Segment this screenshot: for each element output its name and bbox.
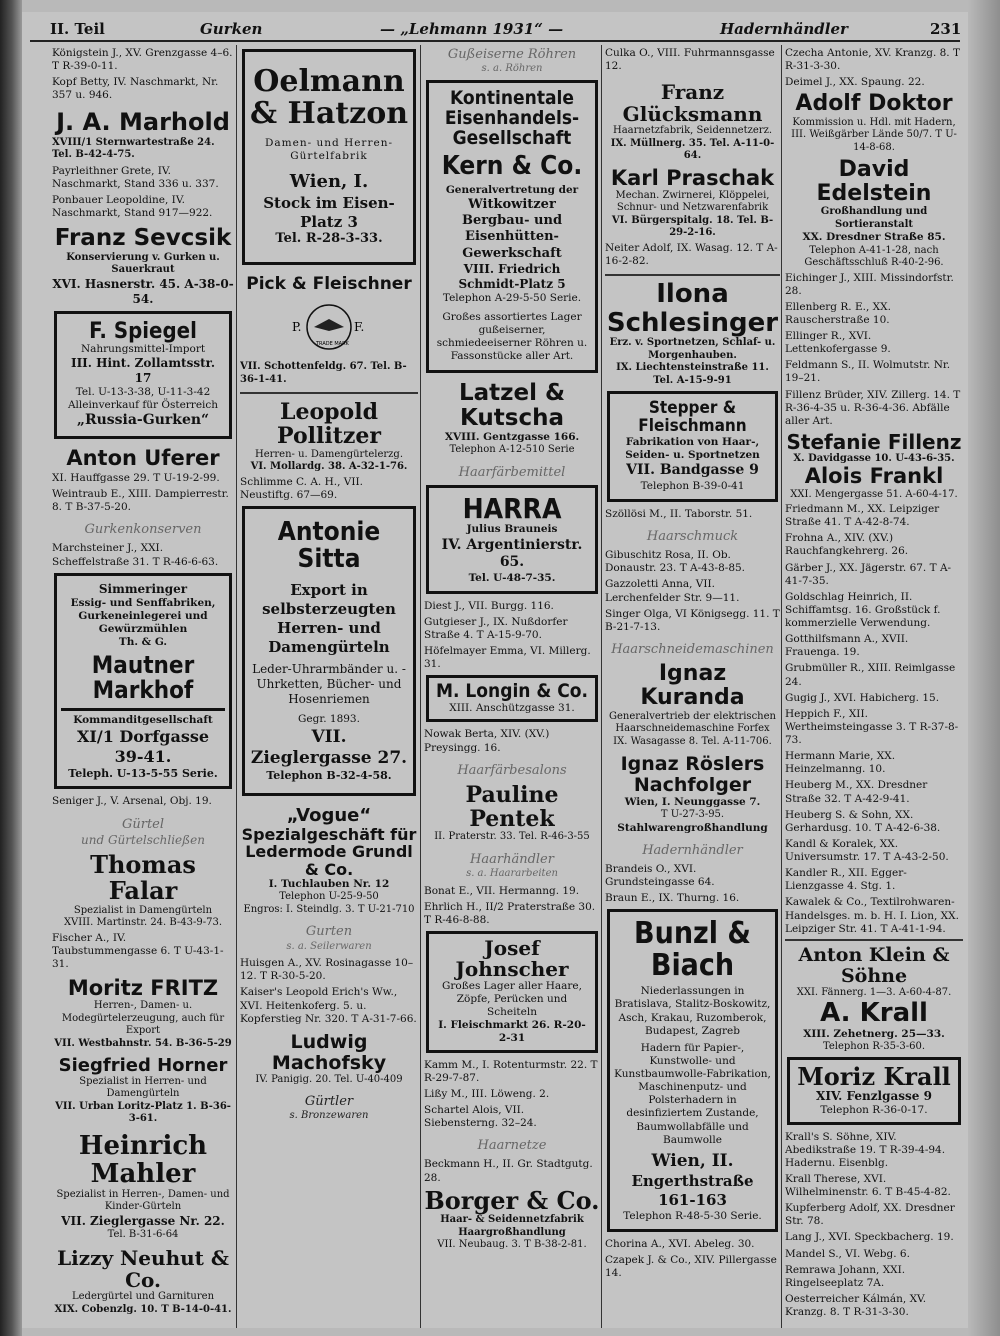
advert-address: X. Davidgasse 10. U-43-6-35. [793, 452, 955, 464]
advert-name: M. Longin & Co. [435, 680, 589, 703]
section-heading: Haarnetze [477, 1138, 547, 1154]
advert-address: VI. Bürgerspitalg. 18. Tel. B-29-2-16. [611, 214, 774, 239]
advert-name: Pick & Fleischner [246, 273, 412, 294]
listing-entry: Hermann Marie, XX. Heinzelmanng. 10. [785, 750, 896, 776]
advert-name: Stefanie Fillenz [786, 429, 962, 454]
advert-tagline: Simmeringer [98, 581, 188, 596]
listing-entry: Gazzoletti Anna, VII. Lerchenfelder Str. 9—11. [605, 578, 740, 604]
section-heading: Hadernhändler [642, 842, 743, 858]
advert-box [787, 1057, 961, 1124]
advert-name: HARRA [462, 492, 562, 526]
advert-name: Josef Johnscher [455, 935, 569, 981]
advert-phone: Telephon A-12-510 Serie [449, 444, 575, 456]
advert-tagline: Kommanditgesellschaft [61, 708, 225, 727]
listing-entry: Kopf Betty, IV. Naschmarkt, Nr. 357 u. 946. [52, 76, 219, 102]
advert-name: Ilona Schlesinger [605, 274, 780, 337]
advert-address: VII. Zieglergasse Nr. 22. [61, 1213, 225, 1228]
advert-address: II. Praterstr. 33. Tel. R-46-3-55 [434, 831, 590, 843]
advert-address: III. Hint. Zollamtsstr. 17 [70, 355, 216, 385]
listing-entry: Ellinger R., XVI. Lettenkofergasse 9. [785, 330, 891, 356]
listing-entry: Gärber J., XX. Jägerstr. 67. T A-41-7-35. [785, 561, 952, 587]
advert-tagline: Export in selbsterzeugten Herren- und Damengürteln [262, 581, 396, 656]
listing-entry: Oesterreicher Kálmán, XV. Kranzg. 8. T R-31-3-30. [785, 1292, 927, 1319]
listing-entry: Goldschlag Heinrich, II. Schiffamtsg. 16. Großstück f. kommerzielle Verwendung. [785, 590, 941, 630]
advert-tagline: Witkowitzer Bergbau- und Eisenhütten-Gewerkschaft [461, 196, 563, 261]
listing-entry: Chorina A., XVI. Abeleg. 30. [605, 1237, 755, 1250]
listing-entry: Eichinger J., XIII. Missindorfstr. 28. [785, 271, 954, 297]
advert-tagline: Haargroßhandlung [458, 1226, 566, 1238]
listing-entry: Nowak Berta, XIV. (XV.) Preysingg. 16. [424, 728, 550, 754]
advert-name: J. A. Marhold [56, 107, 230, 136]
advert-tagline: Herren-, Damen- u. Modegürtelerzeugung, auch für Export [61, 1000, 225, 1036]
advert-address: XX. Dresdner Straße 85. [802, 231, 946, 244]
section-heading: Haarfärbemittel [458, 464, 566, 480]
listing-entry: Bonat E., VII. Hermanng. 19. [424, 884, 580, 897]
trade-mark-logo [284, 297, 374, 357]
advert-address: IV. Panigig. 20. Tel. U-40-409 [255, 1073, 403, 1085]
advert-phone: Telephon B-32-4-58. [266, 769, 392, 783]
advert-address: I. Tuchlauben Nr. 12 [268, 878, 390, 891]
section-heading: Haarschneidemaschinen [611, 641, 774, 657]
advert-address: IV. Argentinierstr. 65. [441, 536, 583, 571]
advert-tagline: Essig- und Senffabriken, Gurkeneinlegerei und Gewürzmühlen [70, 596, 216, 635]
listing-entry: Ponbauer Leopoldine, IV. Naschmarkt, Stand 917—922. [52, 194, 213, 220]
advert-name: Mautner Markhof [91, 651, 195, 705]
listing-entry: Kandl & Koralek, XX. Universumstr. 17. T A-43-2-50. [785, 837, 949, 864]
listing-entry: Gibuschitz Rosa, II. Ob. Donaustr. 23. T A-43-8-85. [605, 549, 746, 575]
listing-entry: XI. Hauffgasse 29. T U-19-2-99. [52, 471, 220, 484]
listing-entry: Heuberg M., XX. Dresdner Straße 32. T A-42-9-41. [785, 779, 928, 805]
logo-caption: TRADE MARK [316, 341, 349, 348]
advert-box [426, 485, 598, 594]
listing-entry: Heppich F., XII. Wertheimsteingasse 3. T R-37-8-73. [785, 707, 959, 747]
advert-box [426, 80, 598, 373]
listing-entry: Weintraub E., XIII. Dampierrestr. 8. T B-37-5-20. [52, 487, 229, 513]
listing-entry: Mandel S., VI. Webg. 6. [785, 1247, 910, 1260]
listing-entry: Kawalek & Co., Textilrohwaren-Handelsges. m. b. H. I. Lion, XX. Leipziger Str. 41. T A-41-1-94. [785, 896, 959, 935]
advert-name: Moritz FRITZ [67, 975, 219, 1000]
advert-tagline: Großes Lager aller Haare, Zöpfe, Perücken und Scheiteln [441, 979, 582, 1019]
advert-address: Stock im Eisen-Platz 3 [263, 193, 395, 231]
advert-address: Wien, I. Neunggasse 7. [624, 795, 761, 808]
listing-entry: Königstein J., XV. Grenzgasse 4–6. T R-39-0-11. [52, 47, 233, 73]
advert-address: VII. Bandgasse 9 [626, 462, 759, 479]
advert-box [426, 931, 598, 1053]
section-heading: Haarfärbesalons [457, 762, 567, 778]
advert-name: Moriz Krall [797, 1062, 951, 1092]
running-head: Hadernhändler [720, 20, 848, 38]
page-edge [968, 0, 1000, 1336]
advert-phone: Telephon B-39-0-41 [640, 479, 745, 492]
advert-name: F. Spiegel [89, 318, 197, 344]
advert-address: I. Fleischmarkt 26. R-20-2-31 [438, 1019, 586, 1045]
advert-phone: Telephon R-36-0-17. [820, 1104, 928, 1117]
advert-tagline: Ledergürtel und Garnituren [71, 1291, 215, 1303]
advert-tagline: Großhandlung und Sortieranstalt [820, 206, 928, 230]
section-title: Gußeiserne Röhren [447, 47, 577, 62]
advert-tagline: Leder-Uhrarmbänder u. -Uhrketten, Bücher- und Hosenriemen [252, 662, 406, 707]
listing-entry: Fischer A., IV. Taubstummengasse 6. T U-43-1-31. [52, 931, 224, 970]
section-title: Gürtel [121, 816, 165, 832]
advert-name: David Edelstein [816, 157, 932, 207]
listing-entry: Höfelmayer Emma, VI. Millerg. 31. [424, 645, 591, 671]
advert-address: VII. Schottenfeldg. 67. Tel. B-36-1-41. [240, 361, 407, 385]
listing-entry: Frohna A., XIV. (XV.) Rauchfangkehrerg. 26. [785, 532, 909, 558]
advert-address: VII. Westbahnstr. 54. B-36-5-29 [54, 1037, 232, 1049]
advert-name: Spezialgeschäft für [241, 824, 417, 844]
advert-address: XIII. Zehetnerg. 25—33. [803, 1027, 945, 1040]
column-divider [420, 45, 421, 1328]
advert-address: XI/1 Dorfgasse 39-41. [76, 726, 210, 766]
page-number: 231 [930, 20, 962, 38]
advert-phone: Telephon U-25-9-50 [279, 891, 379, 903]
advert-tagline: Haar- & Seidennetzfabrik [440, 1214, 584, 1226]
logo-letter: P. [292, 320, 302, 335]
advert-address: XIII. Anschützgasse 31. [449, 702, 575, 715]
advert-tagline: Kommission u. Hdl. mit Hadern, III. Weißgärber Lände 50/7. T U-14-8-68. [791, 116, 957, 153]
advert-tagline: Generalvertrieb der elektrischen Haarschneidemaschine Forfex [609, 710, 776, 735]
section-heading [240, 924, 418, 953]
advert-name: Pauline Pentek [465, 781, 559, 833]
section-heading [424, 47, 600, 76]
listing-entry: Neiter Adolf, IX. Wasag. 12. T A-16-2-82. [605, 241, 778, 267]
listing-entry: Gutgieser J., IX. Nußdorfer Straße 4. T A-15-9-70. [424, 615, 568, 641]
advert-name: Franz Glücksmann [622, 80, 763, 127]
advert-address: XVIII. Martinstr. 24. B-43-9-73. [63, 917, 223, 929]
advert-box [426, 675, 598, 722]
advert-address: Wien, II. [651, 1150, 734, 1171]
listing-entry: Fillenz Brüder, XIV. Zillerg. 14. T R-36-4-35 u. R-36-4-36. Abfälle aller Art. [785, 388, 961, 427]
advert-tagline: Mechan. Zwirnerei, Klöppelei, Schnur- und Netzwarenfabrik [615, 189, 770, 214]
advert-name: Kontinentale Eisenhandels-Gesellschaft [444, 86, 580, 149]
advert-address: IX. Müllnerg. 35. Tel. A-11-0-64. [610, 137, 775, 162]
section-subtitle: s. a. Röhren [481, 63, 543, 75]
advert-address: IX. Wasagasse 8. Tel. A-11-706. [613, 735, 772, 747]
advert-name: Ignaz Kuranda [640, 661, 745, 711]
advert-address: Wien, I. [289, 171, 369, 193]
listing-entry: Heuberg S. & Sohn, XX. Gerhardusg. 10. T A-42-6-38. [785, 808, 941, 834]
advert-phone: Telephon A-29-5-50 Serie. [442, 291, 582, 304]
listing-entry: Kupferberg Adolf, XX. Dresdner Str. 78. [785, 1202, 955, 1228]
section-heading: Haarschmuck [646, 528, 739, 544]
advert-name: A. Krall [820, 998, 928, 1029]
advert-name: Adolf Doktor [795, 91, 953, 117]
column-divider [236, 45, 237, 1328]
listing-entry: Marchsteiner J., XXI. Scheffelstraße 31. T R-46-6-63. [52, 542, 219, 568]
section-title: Gürtler [304, 1094, 354, 1110]
advert-box [242, 49, 416, 265]
advert-name: Ignaz Röslers Nachfolger [620, 753, 765, 796]
advert-name: Anton Uferer [66, 445, 220, 470]
header-rule [30, 40, 960, 42]
advert-address: XXI. Mengergasse 51. A-60-4-17. [790, 488, 958, 500]
listing-entry: Gugig J., XVI. Habicherg. 15. [785, 691, 940, 704]
section-label: Gurken [200, 20, 263, 38]
advert-tagline: Alleinverkauf für Österreich [67, 399, 219, 412]
advert-brand: „Russia-Gurken“ [76, 412, 210, 429]
listing-entry: Deimel J., XX. Spaung. 22. [785, 76, 925, 89]
listing-entry: Czecha Antonie, XV. Kranzg. 8. T R-31-3-30. [785, 47, 960, 73]
page-fold-shadow [0, 0, 22, 1336]
advert-tagline: Herren- u. Damengürtelerzg. [254, 448, 404, 460]
advert-tagline: Fabrikation von Haar-, Seiden- u. Sportnetzen [625, 435, 760, 462]
advert-name: Karl Praschak [610, 165, 775, 190]
advert-name: Ludwig Machofsky [271, 1030, 387, 1074]
section-heading: Gurkenkonserven [84, 522, 202, 538]
listing-entry: Huisgen A., XV. Rosinagasse 10–12. T R-30-5-20. [240, 957, 414, 983]
listing-entry: Kaiser's Leopold Erich's Ww., XVI. Heitenkoferg. 5. u. Kopferstieg Nr. 320. T A-31-7-66. [240, 986, 417, 1025]
listing-entry: Krall's S. Söhne, XIV. Abedikstraße 19. T R-39-4-94. Hadernu. Eisenblg. [785, 1130, 946, 1169]
listing-entry: Remrawa Johann, XXI. Ringelseeplatz 7A. [785, 1263, 906, 1289]
advert-address: IX. Liechtensteinstraße 11. Tel. A-15-9-91 [616, 362, 769, 386]
column-3 [424, 45, 600, 1328]
listing-entry: Brandeis O., XVI. Grundsteingasse 64. [605, 862, 715, 888]
advert-name: Siegfried Horner [58, 1055, 228, 1076]
listing-entry: Diest J., VII. Burgg. 116. [424, 599, 554, 612]
advert-address: Engros: I. Steindlg. 3. T U-21-710 [243, 903, 415, 915]
section-subtitle: s. Bronzewaren [289, 1110, 369, 1122]
listing-entry: Szöllösi M., II. Taborstr. 51. [605, 507, 753, 520]
listing-entry: Payrleithner Grete, IV. Naschmarkt, Stand 336 u. 337. [52, 164, 219, 191]
advert-tagline: Nahrungsmittel-Import [80, 342, 206, 355]
logo-letter: F. [354, 320, 365, 335]
advert-box [54, 573, 232, 790]
listing-entry: Friedmann M., XX. Leipziger Straße 41. T A-42-8-74. [785, 503, 940, 529]
listing-entry: Singer Olga, VI Königsegg. 11. T B-21-7-13. [605, 607, 780, 633]
advert-tagline: Gegr. 1893. [298, 713, 360, 726]
section-heading [52, 817, 234, 848]
advert-box [54, 311, 232, 439]
listing-entry: Feldmann S., II. Wolmutstr. Nr. 19–21. [785, 359, 951, 385]
advert-tagline: Spezialist in Herren- und Damengürteln [79, 1075, 207, 1100]
advert-address: XVIII. Gentzgasse 166. [444, 431, 580, 444]
advert-name: Latzel & Kutscha [458, 379, 566, 431]
advert-name: Stepper & Fleischmann [638, 398, 747, 437]
advert-name: Ledermode Grundl & Co. [245, 842, 413, 879]
advert-phone: Tel. U-48-7-35. [468, 571, 556, 584]
part-label: II. Teil [50, 20, 105, 38]
section-title: Haarhändler [470, 851, 554, 867]
advert-phone: Telephon A-41-1-28, nach Geschäftsschluß R-40-2-96. [804, 244, 944, 269]
advert-name: Antonie Sitta [277, 516, 381, 575]
listing-entry: Schartel Alois, VII. Siebensterng. 32–24. [424, 1103, 537, 1130]
advert-name: Kern & Co. [441, 150, 583, 181]
advert-tagline: Konservierung v. Gurken u. Sauerkraut [66, 251, 220, 276]
advert-box [242, 506, 416, 796]
column-divider [781, 45, 782, 1328]
listing-entry: Lißy M., III. Löweng. 2. [424, 1087, 550, 1100]
advert-address: VI. Mollardg. 38. A-32-1-76. [250, 461, 408, 473]
section-subtitle: und Gürtelschließen [81, 832, 205, 847]
advert-address: XIX. Cobenzlg. 10. T B-14-0-41. [54, 1303, 232, 1315]
listing-entry: Grubmüller R., XIII. Reimlgasse 24. [785, 662, 956, 688]
listing-entry: Seniger J., V. Arsenal, Obj. 19. [52, 795, 212, 808]
listing-entry: Braun E., IX. Thurng. 16. [605, 892, 740, 905]
section-heading [240, 1094, 418, 1123]
section-heading [424, 852, 600, 881]
advert-phone: Tel. B-31-6-64 [107, 1228, 179, 1240]
advert-tagline: Spezialist in Damengürteln [73, 904, 213, 916]
advert-name: Heinrich Mahler [78, 1130, 208, 1190]
advert-address: VII. Zieglergasse 27. [250, 726, 408, 768]
listing-entry: Lang J., XVI. Speckbacherg. 19. [785, 1231, 954, 1244]
advert-tagline: Damen- und Herren-Gürtelfabrik [264, 137, 393, 163]
advert-tagline: Großes assortiertes Lager gußeiserner, schmiedeeiserner Röhren u. Fassonstücke aller Art. [436, 311, 588, 363]
advert-name: Oelmann [253, 64, 405, 99]
listing-entry: Kamm M., I. Rotenturmstr. 22. T R-29-7-87. [424, 1058, 598, 1084]
listing-entry: Ellenberg R. E., XX. Rauscherstraße 10. [785, 300, 891, 326]
advert-tagline: Haarnetzfabrik, Seidennetzerz. [612, 125, 773, 137]
advert-tagline: Julius Brauneis [466, 523, 558, 536]
advert-name: Borger & Co. [424, 1185, 600, 1215]
advert-tagline: Erz. v. Sportnetzen, Schlaf- u. Morgenhauben. [609, 337, 776, 361]
advert-address: Engerthstraße 161-163 [631, 1172, 754, 1209]
section-subtitle: s. a. Seilerwaren [286, 940, 372, 952]
advert-phone: T U-27-3-95. [660, 809, 725, 820]
advert-address: VIII. Friedrich Schmidt-Platz 5 [458, 261, 566, 291]
column-4 [605, 45, 780, 1328]
listing-entry: Schlimme C. A. H., VII. Neustiftg. 67—69. [240, 475, 363, 501]
advert-address: VII. Neubaug. 3. T B-38-2-81. [437, 1239, 587, 1251]
advert-phone: Tel. R-28-3-33. [275, 231, 383, 247]
listing-entry: Gotthilfsmann A., XVII. Frauenga. 19. [785, 633, 909, 659]
section-subtitle: s. a. Haararbeiten [466, 868, 558, 880]
advert-address: XVI. Hasnerstr. 45. A-38-0-54. [52, 276, 234, 306]
advert-name: Alois Frankl [804, 464, 944, 489]
advert-name: Leopold Pollitzer [240, 392, 418, 448]
advert-address: XXI. Fännerg. 1—3. A-60-4-87. [796, 986, 952, 998]
advert-address: XVIII/1 Sternwartestraße 24. Tel. B-42-4-75. [52, 136, 215, 161]
listing-entry: Beckmann H., II. Gr. Stadtgutg. 28. [424, 1158, 593, 1184]
advert-name: Lizzy Neuhut & Co. [57, 1246, 229, 1293]
advert-phone: Teleph. U-13-5-55 Serie. [68, 766, 218, 780]
advert-tagline: Hadern für Papier-, Kunstwolle- und Kunstbaumwolle-Fabrikation, Maschinenputz- und Polsterhadern in desinfiziertem Zustande, Baumwollabfälle und Baumwolle [614, 1041, 771, 1146]
advert-name: Anton Klein & Söhne [785, 939, 963, 987]
advert-tagline: Stahlwarengroßhandlung [617, 821, 768, 834]
advert-tagline: Spezialist in Herren-, Damen- und Kinder-Gürteln [56, 1188, 230, 1213]
listing-entry: Krall Therese, XVI. Wilhelminenstr. 6. T B-45-4-82. [785, 1172, 951, 1199]
advert-name: Franz Sevcsik [54, 225, 232, 252]
advert-tagline: Niederlassungen in Bratislava, Stalitz-Boskowitz, Asch, Krakau, Ruzomberok, Budapest, Zagreb [614, 985, 771, 1037]
column-5 [785, 45, 963, 1328]
advert-name: & Hatzon [249, 95, 409, 131]
listing-entry: Culka O., VIII. Fuhrmannsgasse 12. [605, 47, 775, 73]
listing-entry: Kandler R., XII. Egger-Lienzgasse 4. Stg. 1. [785, 867, 907, 893]
advert-phone: Telephon R-35-3-60. [822, 1040, 926, 1052]
listing-entry: Ehrlich H., II/2 Praterstraße 30. T R-46-8-88. [424, 900, 596, 926]
column-2 [240, 45, 418, 1328]
advert-box [607, 391, 778, 502]
section-title: Gurten [305, 924, 353, 940]
advert-phone: Telephon R-48-5-30 Serie. [623, 1209, 762, 1222]
advert-address: XIV. Fenzlgasse 9 [816, 1089, 932, 1104]
column-1 [52, 45, 234, 1328]
advert-name: „Vogue“ [286, 804, 372, 826]
listing-entry: Czapek J. & Co., XIV. Pillergasse 14. [605, 1253, 777, 1279]
directory-title: — „Lehmann 1931“ — [380, 20, 564, 38]
advert-name: Bunzl & Biach [634, 916, 751, 983]
advert-phone: Tel. U-13-3-38, U-11-3-42 [75, 385, 211, 398]
advert-address: VII. Urban Loritz-Platz 1. B-36-3-61. [55, 1100, 231, 1125]
advert-name: Thomas Falar [90, 849, 196, 906]
advert-tagline: Generalvertretung der [445, 183, 579, 196]
advert-box [607, 909, 778, 1231]
column-divider [601, 45, 602, 1328]
advert-tagline: Th. & G. [118, 636, 168, 648]
